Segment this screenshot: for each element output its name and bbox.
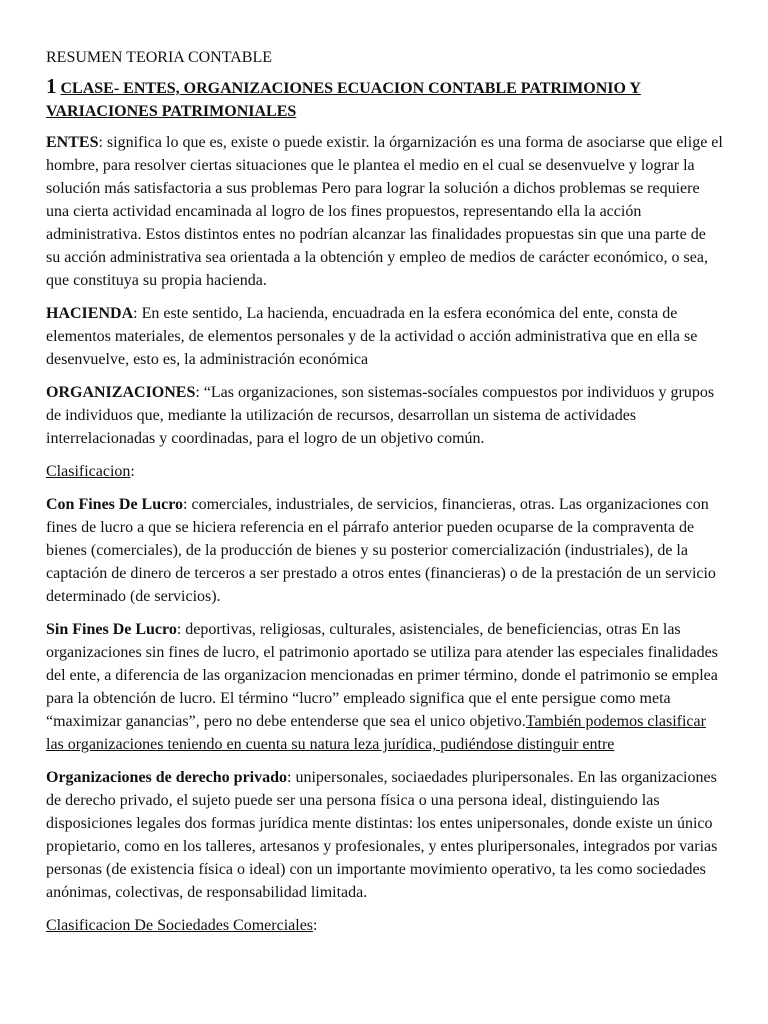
label-clasificacion: Clasificacion [46,463,131,480]
text-hacienda: : En este sentido, La hacienda, encuadrada en la esfera económica del ente, consta de elementos materiales, de elementos personales y de la actividad o acción administrativa que en ella se desenvuelve, esto es, la administración económica [46,305,698,368]
term-sin-fines-de-lucro: Sin Fines De Lucro [46,621,177,638]
paragraph-hacienda [46,302,724,371]
suffix-clasificacion-sociedades: : [313,917,318,934]
section-heading [46,75,724,123]
paragraph-entes [46,131,724,292]
term-con-fines-de-lucro: Con Fines De Lucro [46,496,184,513]
suffix-clasificacion: : [130,463,135,480]
term-hacienda: HACIENDA [46,305,134,322]
text-con-fines-de-lucro: : comerciales, industriales, de servicios, financieras, otras. Las organizaciones con fines de lucro a que se hiciera referencia en el párrafo anterior pueden ocuparse de la compraventa de bienes (comerciales), de la producción de bienes y su posterior comercialización (industriales), de la captación de dinero de terceros a ser prestado a otros entes (financieras) o de la prestación de un servicio determinado (de servicios). [46,496,716,605]
paragraph-sin-fines-de-lucro [46,618,724,756]
text-derecho-privado: : unipersonales, sociaedades pluripersonales. En las organizaciones de derecho privado, el sujeto puede ser una persona física o una persona ideal, distinguiendo las disposiciones legales dos formas jurídica mente distintas: los entes unipersonales, donde existe un único propietario, como en los talleres, artesanos y profesionales, y entes pluripersonales, integrados por varias personas (de existencia física o ideal) con un importante movimiento operativo, ta les como sociedades anónimas, colectivas, de responsabilidad limitada. [46,769,718,901]
label-clasificacion-sociedades: Clasificacion De Sociedades Comerciales [46,917,314,934]
paragraph-organizaciones [46,381,724,450]
term-derecho-privado: Organizaciones de derecho privado [46,769,288,786]
text-sin-fines-de-lucro: : deportivas, religiosas, culturales, asistenciales, de beneficiencias, otras En las organizaciones sin fines de lucro, el patrimonio aportado se utiliza para atender las especiales finalidades del ente, a diferencia de las organizacion mencionadas en primer término, donde el patrimonio se emplea para la obtención de lucro. El término “lucro” empleado significa que el ente persigue como meta “maximizar ganancias”, pero no debe entenderse que sea el unico objetivo. [46,621,718,730]
paragraph-derecho-privado [46,766,724,904]
subheading-clasificacion-sociedades [46,914,724,937]
document-title: RESUMEN TEORIA CONTABLE [46,49,272,66]
text-entes: : significa lo que es, existe o puede existir. la órgarnización es una forma de asociarse que elige el hombre, para resolver ciertas situaciones que le plantea el medio en el cual se desenvuelve y lograr la solución más satisfactoria a sus problemas Pero para lograr la solución a dichos problemas se requiere una cierta actividad encaminada al logro de los fines propuestos, representando ella la acción administrativa. Estos distintos entes no podrían alcanzar las finalidades propuestas sin que una parte de su acción administrativa sea orientada a la obtención y empleo de medios de carácter económico, o sea, que constituya su propia hacienda. [46,134,723,289]
subheading-clasificacion [46,460,724,483]
term-organizaciones: ORGANIZACIONES [46,384,196,401]
underlined-text-sin-fines: También podemos clasificar las organizaciones teniendo en cuenta su natura leza jurídica, pudiéndose distinguir entre [46,713,706,753]
section-heading-text: CLASE- ENTES, ORGANIZACIONES ECUACION CONTABLE PATRIMONIO Y VARIACIONES PATRIMONIALES [46,80,641,120]
section-number: 1 [46,74,57,98]
paragraph-con-fines-de-lucro [46,493,724,608]
text-organizaciones: : “Las organizaciones, son sistemas-socíales compuestos por individuos y grupos de individuos que, mediante la utilización de recursos, desarrollan un sistema de actividades interrelacionadas y coordinadas, para el logro de un objetivo común. [46,384,715,447]
term-entes: ENTES [46,134,99,151]
